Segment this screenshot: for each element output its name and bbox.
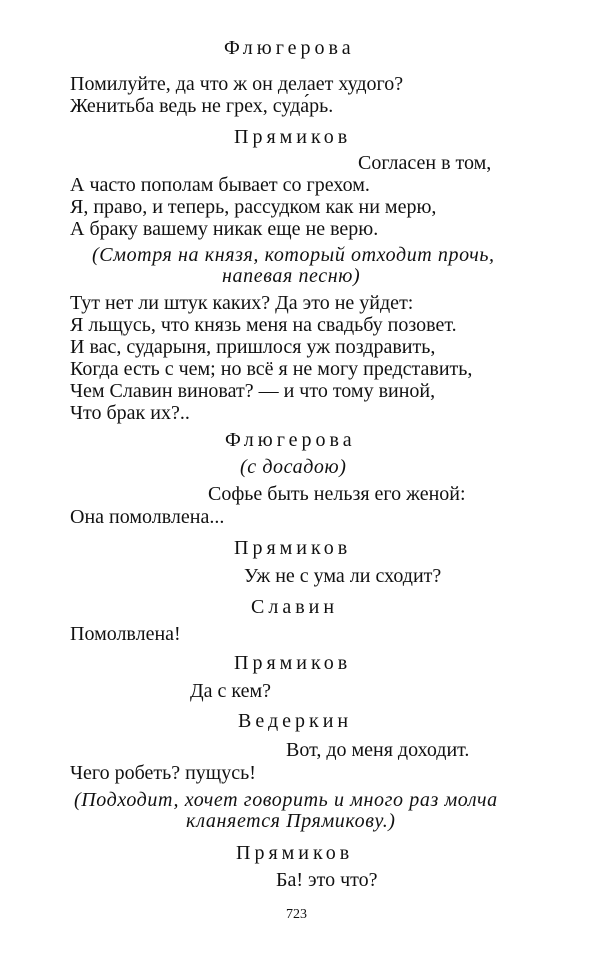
verse-line: Ба! это что?	[276, 869, 378, 891]
verse-line: Помилуйте, да что ж он делает худого?	[70, 73, 404, 95]
verse-line: Женитьба ведь не грех, суда́рь.	[70, 95, 334, 117]
verse-line: Согласен в том,	[358, 152, 492, 174]
verse-line: Чем Славин виноват? — и что тому виной,	[70, 380, 436, 402]
page-number: 723	[286, 907, 307, 922]
stage-direction: напевая песню)	[222, 265, 361, 287]
speaker-name: Прямиков	[236, 842, 354, 864]
stage-direction: кланяется Прямикову.)	[186, 810, 396, 832]
speaker-name: Флюгерова	[225, 429, 356, 451]
speaker-name: Флюгерова	[224, 37, 355, 59]
verse-line: Чего робеть? пущусь!	[70, 762, 256, 784]
speaker-name: Прямиков	[234, 652, 352, 674]
verse-line: Я льщусь, что князь меня на свадьбу позовет.	[70, 314, 457, 336]
verse-line: Да с кем?	[190, 680, 272, 702]
verse-line: А браку вашему никак еще не верю.	[70, 218, 379, 240]
verse-line: А часто пополам бывает со грехом.	[70, 174, 370, 196]
verse-line: Софье быть нельзя его женой:	[208, 483, 466, 505]
verse-line: Она помолвлена...	[70, 506, 225, 528]
speaker-name: Прямиков	[234, 126, 352, 148]
stage-direction: (с досадою)	[240, 456, 347, 478]
stage-direction: (Смотря на князя, который отходит прочь,	[92, 244, 495, 266]
speaker-name: Ведеркин	[238, 710, 353, 732]
speaker-name: Прямиков	[234, 537, 352, 559]
verse-line: Когда есть с чем; но всё я не могу представить,	[70, 358, 473, 380]
verse-line: Уж не с ума ли сходит?	[244, 565, 442, 587]
verse-line: Тут нет ли штук каких? Да это не уйдет:	[70, 292, 414, 314]
verse-line: Помолвлена!	[70, 623, 181, 645]
speaker-name: Славин	[251, 596, 339, 618]
stage-direction: (Подходит, хочет говорить и много раз молча	[74, 789, 498, 811]
verse-line: Вот, до меня доходит.	[286, 739, 470, 761]
verse-line: Что брак их?..	[70, 402, 190, 424]
verse-line: Я, право, и теперь, рассудком как ни мерю,	[70, 196, 437, 218]
verse-line: И вас, сударыня, пришлося уж поздравить,	[70, 336, 436, 358]
